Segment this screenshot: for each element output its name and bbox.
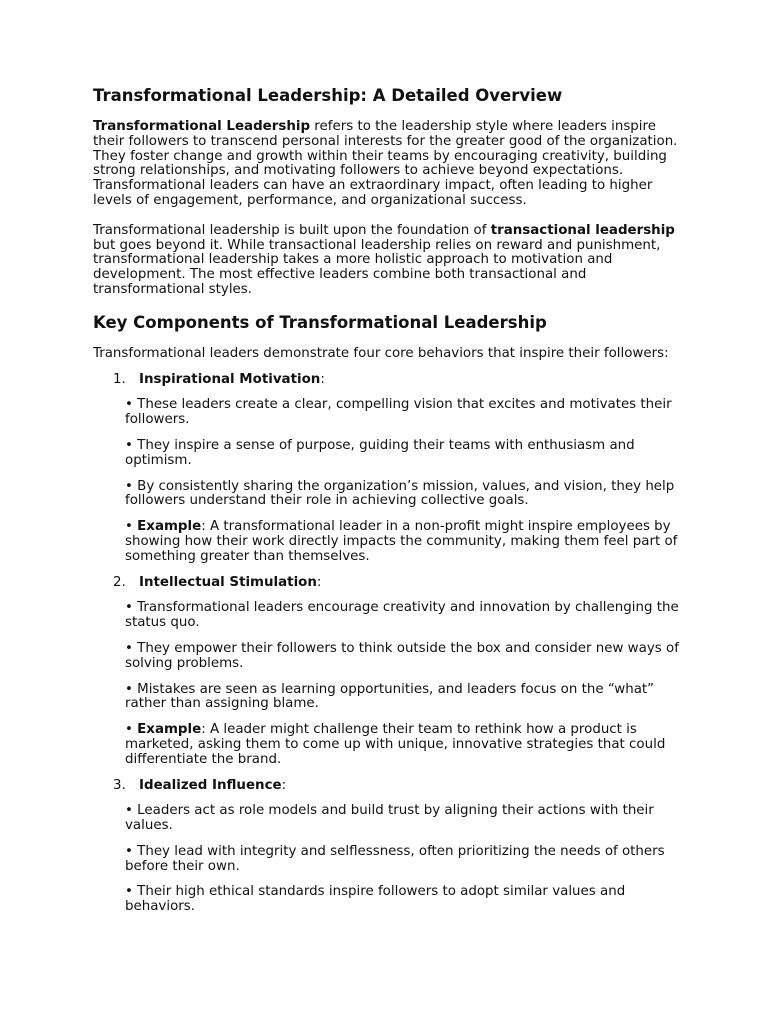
bullet-text: They lead with integrity and selflessness, often prioritizing the needs of others before their own.: [125, 843, 665, 874]
bullet-dot: •: [125, 600, 138, 616]
component-title: Inspirational Motivation: [139, 371, 321, 387]
bullet-dot: •: [125, 681, 138, 697]
bullet-text: Leaders act as role models and build trust by aligning their actions with their values.: [125, 803, 654, 834]
section-heading: Key Components of Transformational Leadership: [93, 312, 547, 332]
bullet-point: [125, 683, 683, 713]
bullet-text: By consistently sharing the organization’s mission, values, and vision, they help followers understand their role in achieving collective goals.: [125, 478, 675, 509]
component-item: [93, 779, 683, 916]
section-intro: Transformational leaders demonstrate four core behaviors that inspire their followers:: [93, 345, 669, 361]
document-page: [93, 86, 683, 926]
bullet-dot: •: [125, 884, 138, 900]
bullet-text: : A leader might challenge their team to rethink how a product is marketed, asking them to come up with unique, innovative strategies that could differentiate the brand.: [125, 722, 666, 767]
bullet-dot: •: [125, 478, 138, 494]
bullet-bold-label: Example: [137, 519, 202, 535]
bullet-point: [125, 845, 683, 875]
components-list: [93, 373, 683, 916]
bullet-text: They empower their followers to think outside the box and consider new ways of solving problems.: [125, 640, 679, 671]
intro-paragraph-2: [93, 224, 683, 298]
component-heading: [93, 779, 683, 794]
bullet-dot: •: [125, 519, 138, 535]
bullet-point: [125, 642, 683, 672]
bullet-dot: •: [125, 437, 138, 453]
document-title: Transformational Leadership: A Detailed Overview: [93, 86, 563, 105]
bullet-text: Transformational leaders encourage creativity and innovation by challenging the status quo.: [125, 600, 679, 631]
bullet-point: [125, 520, 683, 564]
bullet-bold-label: Example: [137, 722, 202, 738]
bullet-text: : A transformational leader in a non-profit might inspire employees by showing how their work directly impacts the community, making them feel part of something greater than themselves.: [125, 519, 678, 564]
bullet-dot: •: [125, 722, 138, 738]
component-number: 2.: [113, 574, 126, 590]
bullet-dot: •: [125, 640, 138, 656]
intro-paragraph-2-after: but goes beyond it. While transactional leadership relies on reward and punishment, transformational leadership takes a more holistic approach to motivation and development. The most effective leaders combine both transactional and transformational styles.: [93, 237, 661, 297]
component-title: Intellectual Stimulation: [139, 574, 317, 590]
bullet-point: [125, 439, 683, 469]
component-number: 3.: [113, 777, 126, 793]
bullet-point: [125, 885, 683, 915]
component-title-colon: :: [281, 777, 287, 793]
intro-paragraph-1-text: refers to the leadership style where leaders inspire their followers to transcend personal interests for the greater good of the organization. They foster change and growth within their teams by encouraging creativity, building strong relationships, and motivating followers to achieve beyond expectations. Transformational leaders can have an extraordinary impact, often leading to higher levels of engagement, performance, and organizational success.: [93, 119, 678, 208]
intro-paragraph-1-bold: Transformational Leadership: [93, 119, 311, 134]
bullet-point: [125, 601, 683, 631]
component-item: [93, 373, 683, 565]
bullet-point: [125, 480, 683, 510]
component-title-colon: :: [316, 574, 322, 590]
intro-paragraph-1: [93, 120, 683, 209]
bullet-point: [125, 398, 683, 428]
component-number: 1.: [113, 371, 126, 387]
bullet-text: Mistakes are seen as learning opportunities, and leaders focus on the “what” rather than assigning blame.: [125, 681, 655, 712]
component-title-colon: :: [320, 371, 325, 387]
component-heading: [93, 373, 683, 388]
component-heading: [93, 576, 683, 591]
bullet-point: [125, 804, 683, 834]
bullet-point: [125, 723, 683, 767]
intro-paragraph-2-bold: transactional leadership: [490, 222, 675, 238]
component-title: Idealized Influence: [139, 777, 282, 793]
bullet-dot: •: [125, 803, 138, 819]
bullet-text: These leaders create a clear, compelling vision that excites and motivates their followers.: [125, 397, 672, 428]
bullet-text: They inspire a sense of purpose, guiding their teams with enthusiasm and optimism.: [125, 437, 635, 468]
bullet-dot: •: [125, 843, 138, 859]
component-item: [93, 576, 683, 768]
intro-paragraph-2-before: Transformational leadership is built upon the foundation of: [93, 222, 491, 238]
bullet-text: Their high ethical standards inspire followers to adopt similar values and behaviors.: [125, 884, 626, 915]
bullet-dot: •: [125, 397, 138, 413]
